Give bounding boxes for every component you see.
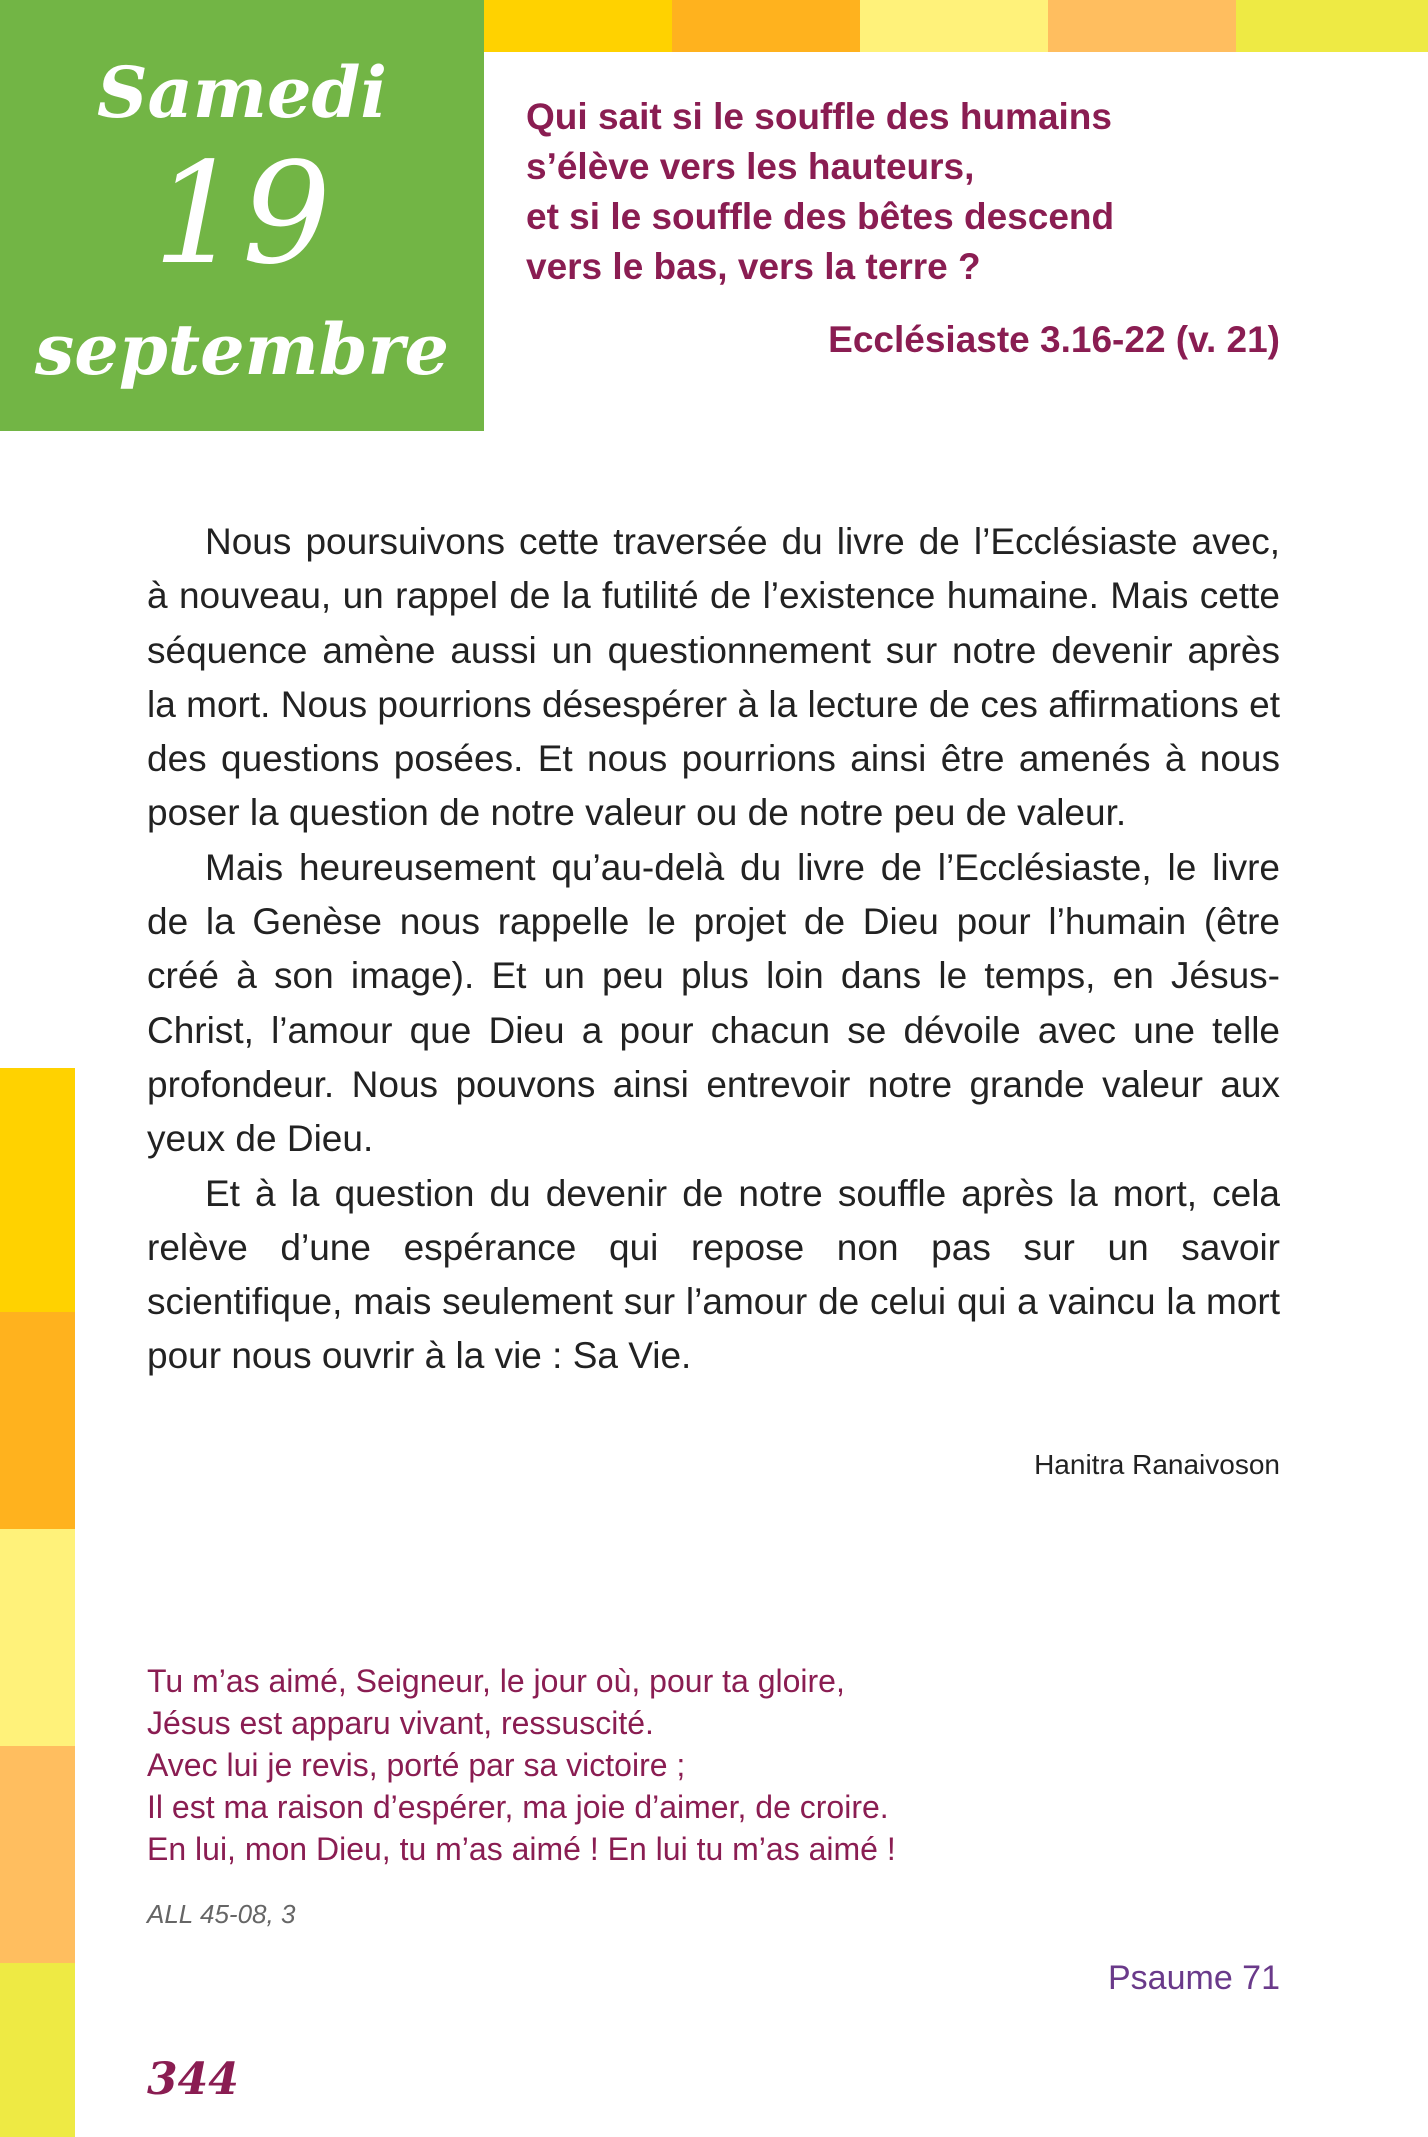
date-block: [0, 0, 484, 431]
date-month: septembre: [34, 308, 450, 391]
side-stripe-1: [0, 1068, 75, 1312]
side-stripe-5: [0, 1963, 75, 2137]
side-stripe-2: [0, 1312, 75, 1529]
hymn-line: En lui, mon Dieu, tu m’as aimé ! En lui tu m’as aimé !: [147, 1831, 896, 1867]
hymn-reference: ALL 45-08, 3: [147, 1899, 296, 1929]
verse-quote: [526, 92, 1286, 292]
verse-line: s’élève vers les hauteurs,: [526, 146, 975, 187]
top-stripe-4: [1048, 0, 1236, 52]
top-stripe-5: [1236, 0, 1428, 52]
paragraph: Nous poursuivons cette traversée du livre de l’Ecclésiaste avec, à nouveau, un rappel de la futilité de l’existence humaine. Mais cette séquence amène aussi un questionnement sur notre devenir après la mort. Nous pourrions désespérer à la lecture de ces affirmations et des questions posées. Et nous pourrions ainsi être amenés à nous poser la question de notre valeur ou de notre peu de valeur.: [147, 521, 1280, 834]
hymn-line: Avec lui je revis, porté par sa victoire ;: [147, 1747, 686, 1783]
hymn-line: Tu m’as aimé, Seigneur, le jour où, pour ta gloire,: [147, 1663, 845, 1699]
side-stripe-4: [0, 1746, 75, 1963]
psalm-reference: Psaume 71: [1108, 1959, 1280, 1997]
side-stripe-3: [0, 1529, 75, 1746]
verse-reference: Ecclésiaste 3.16-22 (v. 21): [828, 319, 1280, 360]
page-number: 344: [147, 2054, 239, 2105]
top-stripe-1: [484, 0, 672, 52]
hymn-line: Il est ma raison d’espérer, ma joie d’aimer, de croire.: [147, 1789, 889, 1825]
verse-line: Qui sait si le souffle des humains: [526, 96, 1112, 137]
verse-line: et si le souffle des bêtes descend: [526, 196, 1115, 237]
date-day-number: 19: [152, 133, 332, 296]
date-day-name: Samedi: [96, 51, 388, 134]
top-stripe-2: [672, 0, 860, 52]
paragraph: Mais heureusement qu’au-delà du livre de l’Ecclésiaste, le livre de la Genèse nous rappelle le projet de Dieu pour l’humain (être créé à son image). Et un peu plus loin dans le temps, en Jésus-Christ, l’amour que Dieu a pour chacun se dévoile avec une telle profondeur. Nous pouvons ainsi entrevoir notre grande valeur aux yeux de Dieu.: [147, 846, 1280, 1160]
paragraph: Et à la question du devenir de notre souffle après la mort, cela relève d’une espérance qui repose non pas sur un savoir scientifique, mais seulement sur l’amour de celui qui a vaincu la mort pour nous ouvrir à la vie : Sa Vie.: [147, 1172, 1280, 1377]
hymn-stanza: [147, 1660, 1247, 1870]
author-name: Hanitra Ranaivoson: [1034, 1449, 1280, 1480]
hymn-line: Jésus est apparu vivant, ressuscité.: [147, 1705, 654, 1741]
meditation-text: [147, 515, 1280, 1384]
top-stripe-3: [860, 0, 1048, 52]
verse-line: vers le bas, vers la terre ?: [526, 246, 981, 287]
